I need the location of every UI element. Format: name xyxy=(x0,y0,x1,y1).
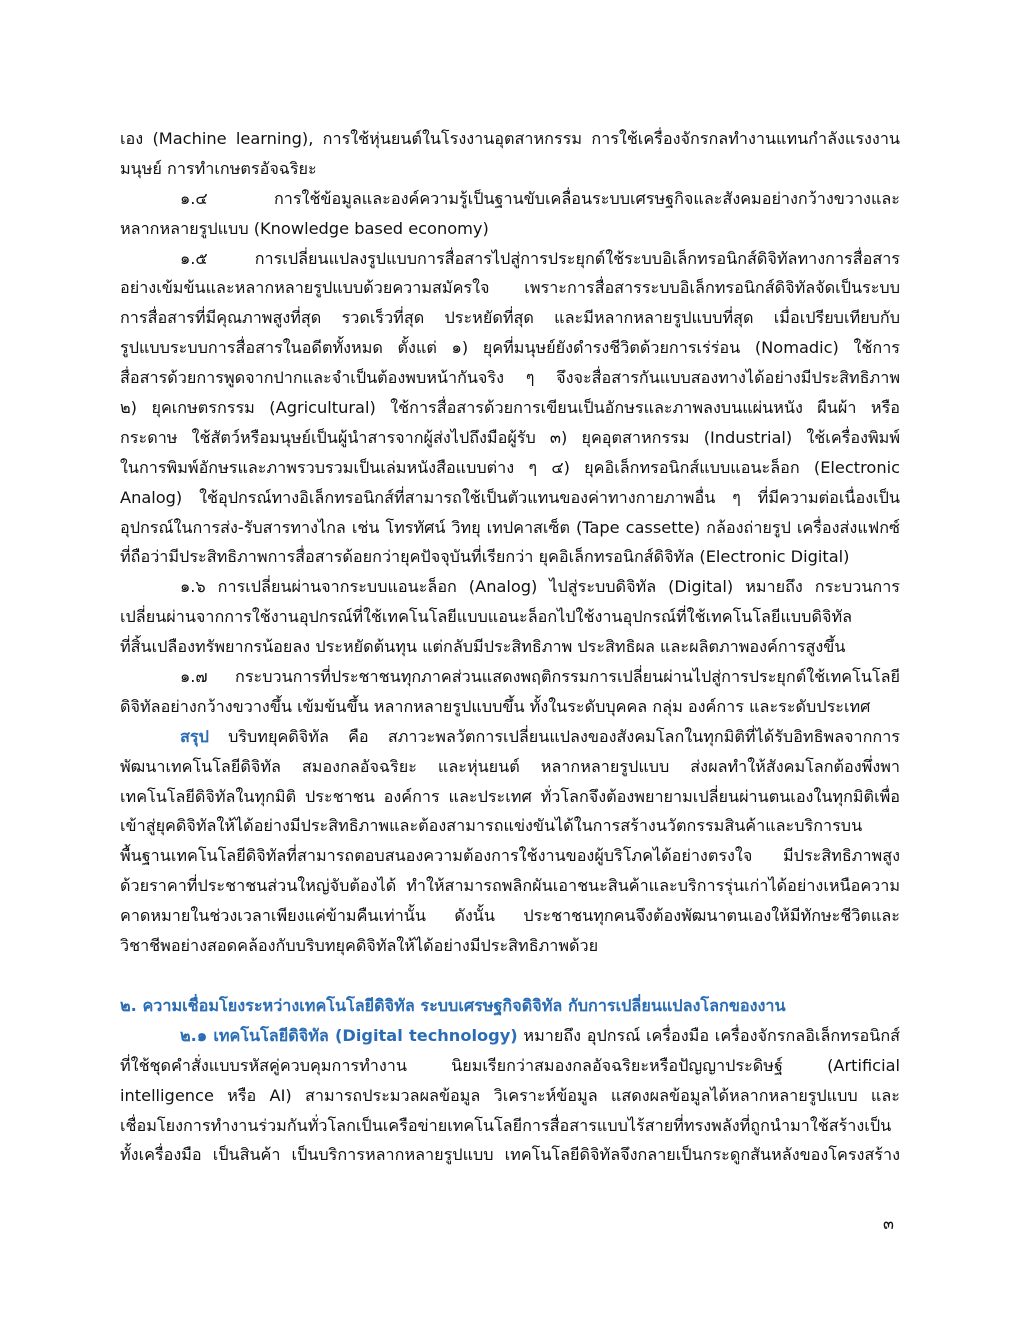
text-line: ๑.๗ กระบวนการที่ประชาชนทุกภาคส่วนแสดงพฤติกรรมการเปลี่ยนผ่านไปสู่การประยุกต์ใช้เทคโนโลยี xyxy=(180,667,900,687)
text-line: ๑.๔ การใช้ข้อมูลและองค์ความรู้เป็นฐานขับเคลื่อนระบบเศรษฐกิจและสังคมอย่างกว้างขวางและ xyxy=(180,188,900,208)
text-line: ที่สิ้นเปลืองทรัพยากรน้อยลง ประหยัดต้นทุน แต่กลับมีประสิทธิภาพ ประสิทธิผล และผลิตภาพองค์การสูงขึ้น xyxy=(120,637,846,657)
subsection-2-1-first-line: หมายถึง อุปกรณ์ เครื่องมือ เครื่องจักรกลอิเล็กทรอนิกส์ xyxy=(517,1025,900,1045)
text-line xyxy=(120,1021,900,1051)
text-line: สื่อสารด้วยการพูดจากปากและจำเป็นต้องพบหน้ากันจริง ๆ จึงจะสื่อสารกันแบบสองทางได้อย่างมีประสิทธิภาพ xyxy=(120,368,900,388)
section-spacer xyxy=(120,961,900,991)
text-line: อย่างเข้มข้นและหลากหลายรูปแบบด้วยความสมัครใจ เพราะการสื่อสารระบบอิเล็กทรอนิกส์ดิจิทัลจัดเป็นระบบ xyxy=(120,278,900,298)
text-line: อุปกรณ์ในการส่ง-รับสารทางไกล เช่น โทรทัศน์ วิทยุ เทปคาสเซ็ต (Tape cassette) กล้องถ่ายรูป เครื่องส่งแฟกซ์ xyxy=(120,517,900,537)
text-line: เชื่อมโยงการทำงานร่วมกันทั่วโลกเป็นเครือข่ายเทคโนโลยีการสื่อสารแบบไร้สายที่ทรงพลังที่ถูกนำมาใช้สร้างเป็น xyxy=(120,1115,892,1135)
text-line: การสื่อสารที่มีคุณภาพสูงที่สุด รวดเร็วที่สุด ประหยัดที่สุด และมีหลากหลายรูปแบบที่สุด เมื่อเปรียบเทียบกับ xyxy=(120,308,900,328)
text-line: มนุษย์ การทำเกษตรอัจฉริยะ xyxy=(120,158,317,178)
text-line: รูปแบบระบบการสื่อสารในอดีตทั้งหมด ตั้งแต่ ๑) ยุคที่มนุษย์ยังดำรงชีวิตด้วยการเร่ร่อน (Nomadic) ใช้การ xyxy=(120,338,900,358)
text-line: คาดหมายในช่วงเวลาเพียงแค่ข้ามคืนเท่านั้น ดังนั้น ประชาชนทุกคนจึงต้องพัฒนาตนเองให้มีทักษะชีวิตและ xyxy=(120,906,900,926)
summary-label: สรุป xyxy=(180,726,209,746)
text-line: ดิจิทัลอย่างกว้างขวางขึ้น เข้มข้นขึ้น หลากหลายรูปแบบขึ้น ทั้งในระดับบุคคล กลุ่ม องค์การ และระดับประเทศ xyxy=(120,696,871,716)
text-line: เอง (Machine learning), การใช้หุ่นยนต์ในโรงงานอุตสาหกรรม การใช้เครื่องจักรกลทำงานแทนกำลังแรงงาน xyxy=(120,129,900,148)
text-line: intelligence หรือ AI) สามารถประมวลผลข้อมูล วิเคราะห์ข้อมูล แสดงผลข้อมูลได้หลากหลายรูปแบบ และ xyxy=(120,1085,900,1105)
text-line: ที่ใช้ชุดคำสั่งแบบรหัสคู่ควบคุมการทำงาน นิยมเรียกว่าสมองกลอัจฉริยะหรือปัญญาประดิษฐ์ (Artificial xyxy=(120,1055,900,1075)
paragraph-intro-continued xyxy=(120,124,900,184)
text-line: ในการพิมพ์อักษรและภาพรวบรวมเป็นเล่มหนังสือแบบต่าง ๆ ๔) ยุคอิเล็กทรอนิกส์แบบแอนะล็อก (Electronic xyxy=(120,457,900,477)
text-line xyxy=(120,722,900,752)
summary-first-line: บริบทยุคดิจิทัล คือ สภาวะพลวัตการเปลี่ยนแปลงของสังคมโลกในทุกมิติที่ได้รับอิทธิพลจากการ xyxy=(208,726,900,746)
text-line: หลากหลายรูปแบบ (Knowledge based economy) xyxy=(120,218,489,238)
text-line: ๑.๕ การเปลี่ยนแปลงรูปแบบการสื่อสารไปสู่การประยุกต์ใช้ระบบอิเล็กทรอนิกส์ดิจิทัลทางการสื่อสาร xyxy=(180,248,900,268)
text-line: ด้วยราคาที่ประชาชนส่วนใหญ่จับต้องได้ ทำให้สามารถพลิกผันเอาชนะสินค้าและบริการรุ่นเก่าได้อย่างเหนือความ xyxy=(120,876,900,896)
paragraph-1-6 xyxy=(120,572,900,662)
text-line: เปลี่ยนผ่านจากการใช้งานอุปกรณ์ที่ใช้เทคโนโลยีแบบแอนะล็อกไปใช้งานอุปกรณ์ที่ใช้เทคโนโลยีแบบดิจิทัล xyxy=(120,607,853,627)
text-line: เข้าสู่ยุคดิจิทัลให้ได้อย่างมีประสิทธิภาพและต้องสามารถแข่งขันได้ในการสร้างนวัตกรรมสินค้าและบริการบน xyxy=(120,816,863,836)
text-line: กระดาษ ใช้สัตว์หรือมนุษย์เป็นผู้นำสารจากผู้ส่งไปถึงมือผู้รับ ๓) ยุคอุตสาหกรรม (Industrial) ใช้เครื่องพิมพ์ xyxy=(120,427,900,447)
document-page xyxy=(120,124,900,1170)
paragraph-1-7 xyxy=(120,662,900,722)
paragraph-1-4 xyxy=(120,184,900,244)
text-line: ที่ถือว่ามีประสิทธิภาพการสื่อสารด้อยกว่ายุคปัจจุบันที่เรียกว่า ยุคอิเล็กทรอนิกส์ดิจิทัล (Electronic Digital) xyxy=(120,547,850,567)
text-line: ๑.๖ การเปลี่ยนผ่านจากระบบแอนะล็อก (Analog) ไปสู่ระบบดิจิทัล (Digital) หมายถึง กระบวนการ xyxy=(180,577,900,597)
text-line: พัฒนาเทคโนโลยีดิจิทัล สมองกลอัจฉริยะ และหุ่นยนต์ หลากหลายรูปแบบ ส่งผลทำให้สังคมโลกต้องพึ่งพา xyxy=(120,756,900,776)
text-line: พื้นฐานเทคโนโลยีดิจิทัลที่สามารถตอบสนองความต้องการใช้งานของผู้บริโภคได้อย่างตรงใจ มีประสิทธิภาพสูง xyxy=(120,846,900,866)
summary-paragraph xyxy=(120,722,900,961)
text-line: เทคโนโลยีดิจิทัลในทุกมิติ ประชาชน องค์การ และประเทศ ทั่วโลกจึงต้องพยายามเปลี่ยนผ่านตนเองในทุกมิติเพื่อ xyxy=(120,786,900,806)
text-line: Analog) ใช้อุปกรณ์ทางอิเล็กทรอนิกส์ที่สามารถใช้เป็นตัวแทนของค่าทางกายภาพอื่น ๆ ที่มีความต่อเนื่องเป็น xyxy=(120,487,900,507)
section-2-heading: ๒. ความเชื่อมโยงระหว่างเทคโนโลยีดิจิทัล ระบบเศรษฐกิจดิจิทัล กับการเปลี่ยนแปลงโลกของงาน xyxy=(120,995,786,1015)
section-2 xyxy=(120,991,900,1170)
text-line: วิชาชีพอย่างสอดคล้องกับบริบทยุคดิจิทัลให้ได้อย่างมีประสิทธิภาพด้วย xyxy=(120,936,599,956)
text-line: ทั้งเครื่องมือ เป็นสินค้า เป็นบริการหลากหลายรูปแบบ เทคโนโลยีดิจิทัลจึงกลายเป็นกระดูกสันหลังของโครงสร้าง xyxy=(120,1145,900,1165)
subsection-2-1-label: ๒.๑ เทคโนโลยีดิจิทัล (Digital technology) xyxy=(180,1025,518,1045)
page-number: ๓ xyxy=(883,1214,894,1233)
text-line: ๒) ยุคเกษตรกรรม (Agricultural) ใช้การสื่อสารด้วยการเขียนเป็นอักษรและภาพลงบนแผ่นหนัง ผืนผ้า หรือ xyxy=(120,398,900,418)
paragraph-1-5 xyxy=(120,244,900,573)
